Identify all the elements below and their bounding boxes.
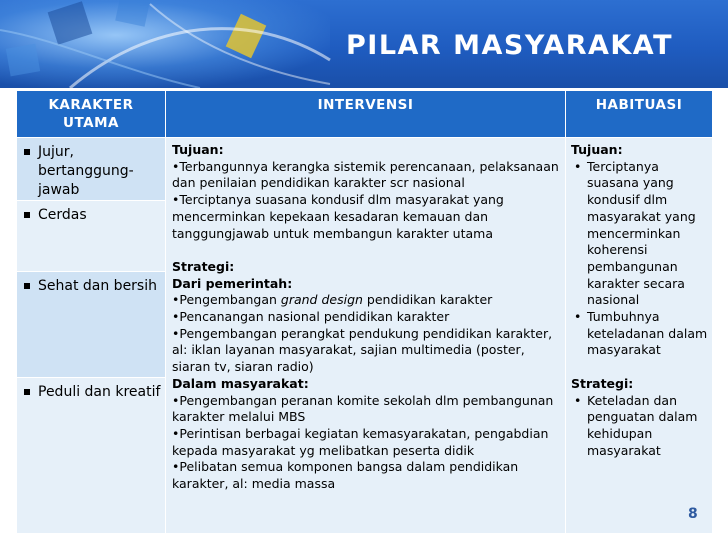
karakter-item: Jujur, bertanggung-jawab — [38, 144, 134, 198]
habituasi-strategi-item: • Keteladan dan penguatan dalam kehidupan masyarakat — [574, 392, 698, 458]
pemerintah-label: Dari pemerintah: — [172, 275, 293, 291]
bullet-square — [24, 389, 30, 395]
pemerintah-item: •Pencanangan nasional pendidikan karakter — [172, 309, 450, 325]
masyarakat-item: •Pelibatan semua komponen bangsa dalam pendidikan karakter, al: media massa — [172, 459, 519, 492]
habituasi-strategi-label: Strategi: — [571, 375, 634, 391]
masyarakat-item: •Perintisan berbagai kegiatan kemasyarakatan, pengabdian kepada masyarakat yg melibatkan peserta didik — [172, 425, 549, 458]
table-header-row — [17, 91, 713, 138]
intervensi-tujuan-label: Tujuan: — [172, 142, 224, 157]
karakter-cell — [17, 378, 166, 534]
intervensi-tujuan-item: •Terciptanya suasana kondusif dlm masyarakat yang mencerminkan kepekaan kesadaran kemauan dan tanggungjawab untuk membangun karakter utama — [172, 192, 504, 241]
bullet-square — [24, 149, 30, 155]
karakter-item: Cerdas — [38, 207, 87, 223]
habituasi-tujuan-item: • Tumbuhnya keteladanan dalam masyarakat — [574, 309, 708, 358]
page-number: 8 — [688, 506, 698, 522]
table-row — [17, 138, 713, 201]
pemerintah-item: •Pengembangan perangkat pendukung pendidikan karakter, al: iklan layanan masyarakat, sajian multimedia (poster, siaran tv, siaran radio) — [172, 325, 553, 375]
masyarakat-label: Dalam masyarakat: — [172, 375, 309, 391]
intervensi-cell — [166, 138, 566, 534]
bullet-square — [24, 212, 30, 218]
habituasi-tujuan-label: Tujuan: — [571, 142, 623, 157]
page-title: PILAR MASYARAKAT — [346, 30, 674, 61]
habituasi-cell — [566, 138, 713, 534]
karakter-item: Sehat dan bersih — [38, 278, 157, 294]
header-intervensi: INTERVENSI — [166, 91, 566, 138]
karakter-cell — [17, 201, 166, 272]
pillar-table — [16, 90, 713, 534]
pemerintah-item: •Pengembangan grand design pendidikan karakter — [172, 292, 493, 308]
habituasi-tujuan-item: • Terciptanya suasana yang kondusif dlm masyarakat yang mencerminkan koherensi pembangunan karakter secara nasional — [574, 158, 696, 308]
intervensi-tujuan-item: •Terbangunnya kerangka sistemik perencanaan, pelaksanaan dan penilaian pendidikan karakter scr nasional — [172, 158, 559, 191]
intervensi-strategi-label: Strategi: — [172, 258, 235, 274]
karakter-item: Peduli dan kreatif — [38, 384, 161, 400]
header-habituasi: HABITUASI — [566, 91, 713, 138]
karakter-cell — [17, 272, 166, 378]
masyarakat-item: •Pengembangan peranan komite sekolah dlm pembangunan karakter melalui MBS — [172, 392, 554, 425]
bullet-square — [24, 283, 30, 289]
title-banner — [0, 0, 728, 88]
karakter-cell — [17, 138, 166, 201]
header-karakter: KARAKTER UTAMA — [17, 91, 166, 138]
